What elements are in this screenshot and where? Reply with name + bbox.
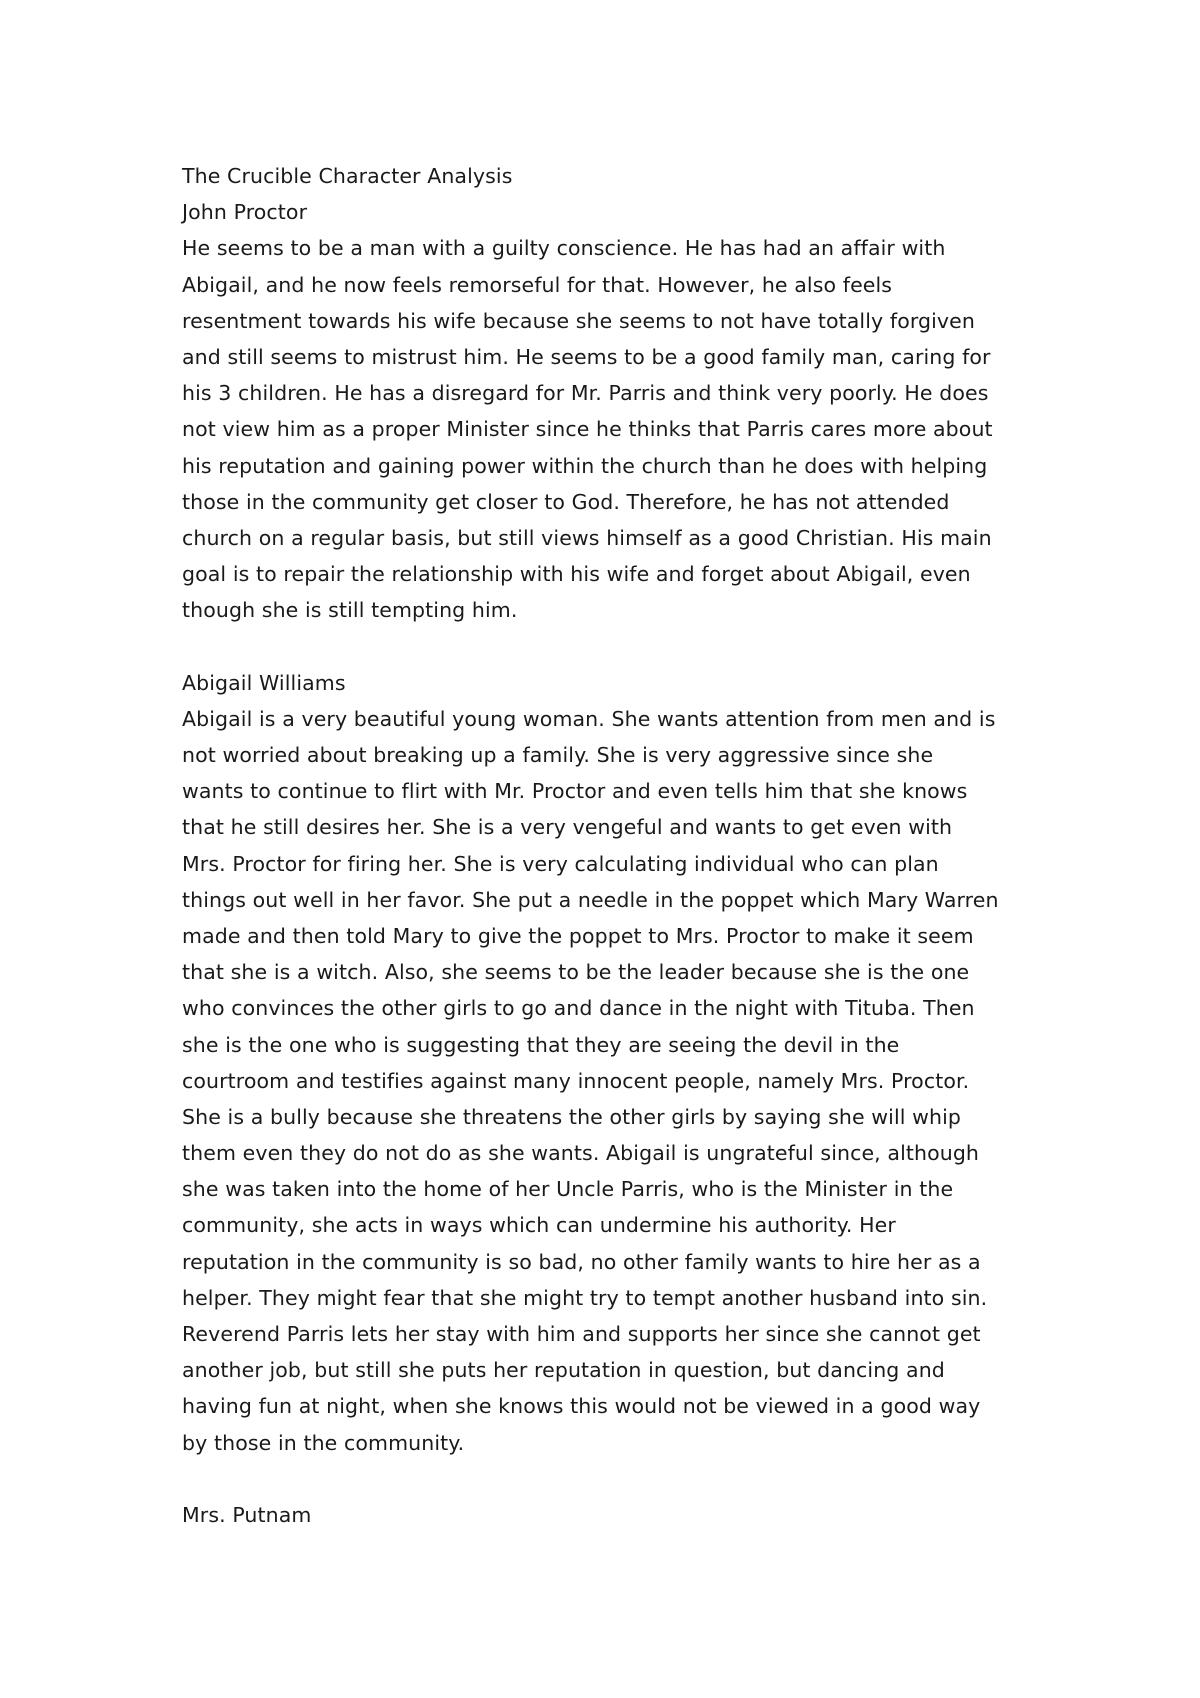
paragraph-line: his reputation and gaining power within the church than he does with helping bbox=[182, 453, 988, 478]
paragraph-line: she was taken into the home of her Uncle Parris, who is the Minister in the bbox=[182, 1177, 954, 1202]
section-heading-mrs-putnam: Mrs. Putnam bbox=[182, 1502, 312, 1527]
paragraph-line: that she is a witch. Also, she seems to be the leader because she is the one bbox=[182, 960, 970, 985]
paragraph-line: not worried about breaking up a family. She is very aggressive since she bbox=[182, 743, 934, 767]
paragraph-spacer bbox=[182, 1461, 1062, 1497]
paragraph-line: and still seems to mistrust him. He seems to be a good family man, caring for bbox=[182, 344, 991, 369]
section-heading-abigail-williams: Abigail Williams bbox=[182, 670, 346, 695]
paragraph-line: She is a bully because she threatens the other girls by saying she will whip bbox=[182, 1104, 962, 1129]
paragraph-line: Reverend Parris lets her stay with him and supports her since she cannot get bbox=[182, 1322, 981, 1346]
section-heading-john-proctor: John Proctor bbox=[182, 200, 308, 225]
paragraph-line: Mrs. Proctor for firing her. She is very calculating individual who can plan bbox=[182, 851, 939, 876]
paragraph-line: those in the community get closer to God. Therefore, he has not attended bbox=[182, 489, 950, 514]
paragraph-line: He seems to be a man with a guilty conscience. He has had an affair with bbox=[182, 236, 946, 261]
document-title: The Crucible Character Analysis bbox=[182, 164, 513, 188]
document-body bbox=[182, 158, 1062, 1533]
paragraph-line: his 3 children. He has a disregard for Mr. Parris and think very poorly. He does bbox=[182, 381, 989, 406]
paragraph-line: reputation in the community is so bad, no other family wants to hire her as a bbox=[182, 1249, 981, 1274]
paragraph-line: though she is still tempting him. bbox=[182, 598, 518, 623]
paragraph-line: courtroom and testifies against many innocent people, namely Mrs. Proctor. bbox=[182, 1068, 970, 1093]
paragraph-line: community, she acts in ways which can undermine his authority. Her bbox=[182, 1213, 896, 1238]
paragraph-line: Abigail, and he now feels remorseful for that. However, he also feels bbox=[182, 272, 893, 297]
paragraph-line: wants to continue to flirt with Mr. Proctor and even tells him that she knows bbox=[182, 779, 968, 804]
paragraph-line: not view him as a proper Minister since he thinks that Parris cares more about bbox=[182, 417, 993, 442]
paragraph-spacer bbox=[182, 628, 1062, 664]
paragraph-line: that he still desires her. She is a very vengeful and wants to get even with bbox=[182, 815, 953, 840]
paragraph-line: goal is to repair the relationship with his wife and forget about Abigail, even bbox=[182, 562, 971, 587]
paragraph-line: made and then told Mary to give the poppet to Mrs. Proctor to make it seem bbox=[182, 923, 974, 948]
paragraph-line: another job, but still she puts her reputation in question, but dancing and bbox=[182, 1358, 945, 1383]
paragraph-line: having fun at night, when she knows this would not be viewed in a good way bbox=[182, 1394, 981, 1419]
paragraph-line: she is the one who is suggesting that they are seeing the devil in the bbox=[182, 1032, 900, 1057]
paragraph-line: them even they do not do as she wants. Abigail is ungrateful since, although bbox=[182, 1141, 980, 1166]
paragraph-line: helper. They might fear that she might try to tempt another husband into sin. bbox=[182, 1285, 988, 1310]
paragraph-line: church on a regular basis, but still views himself as a good Christian. His main bbox=[182, 525, 992, 550]
paragraph-line: Abigail is a very beautiful young woman. She wants attention from men and is bbox=[182, 706, 996, 731]
paragraph-line: by those in the community. bbox=[182, 1430, 465, 1455]
paragraph-line: who convinces the other girls to go and dance in the night with Tituba. Then bbox=[182, 996, 975, 1021]
paragraph-line: things out well in her favor. She put a needle in the poppet which Mary Warren bbox=[182, 887, 999, 912]
paragraph-line: resentment towards his wife because she seems to not have totally forgiven bbox=[182, 308, 975, 333]
